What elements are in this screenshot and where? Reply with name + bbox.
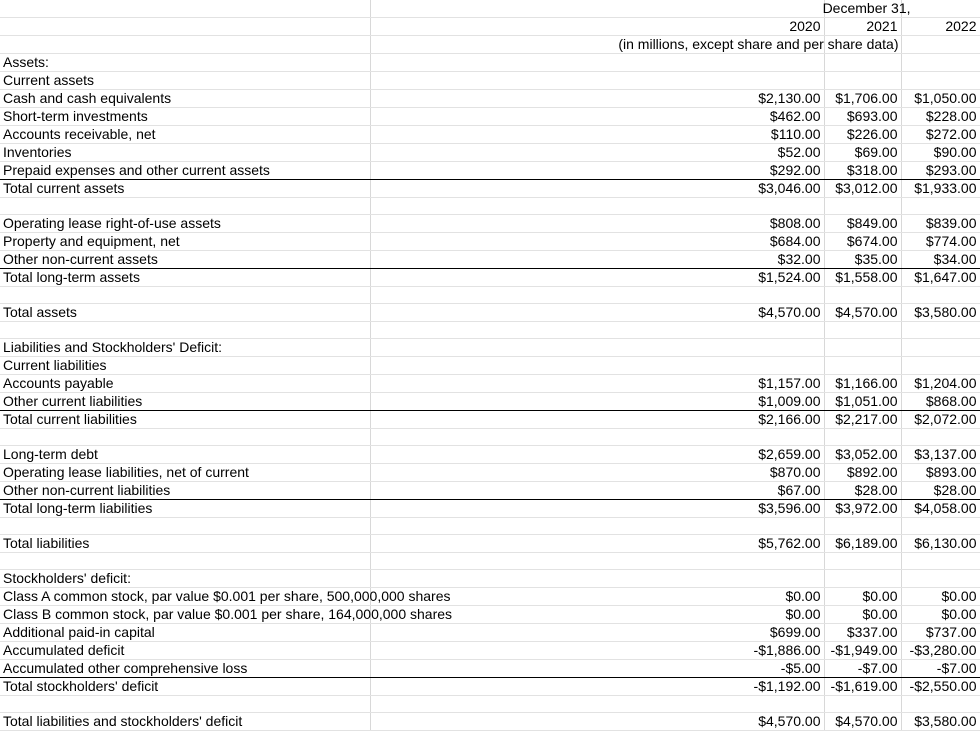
value-cell-2020[interactable]: $110.00: [370, 126, 824, 144]
row-label[interactable]: Total assets: [0, 304, 370, 322]
table-row: [0, 624, 980, 642]
row-label[interactable]: Additional paid-in capital: [0, 624, 370, 642]
row-label[interactable]: Total long-term liabilities: [0, 500, 370, 518]
row-label[interactable]: [0, 429, 370, 446]
row-label[interactable]: Long-term debt: [0, 446, 370, 464]
value-cell-2021[interactable]: [824, 198, 901, 215]
value-cell-2021[interactable]: [824, 429, 901, 446]
value-cell-2022[interactable]: $4,058.00: [901, 500, 980, 518]
row-label[interactable]: Prepaid expenses and other current assets: [0, 162, 370, 180]
value-cell-2022[interactable]: $34.00: [901, 251, 980, 269]
row-label[interactable]: Accumulated other comprehensive loss: [0, 660, 370, 678]
value-cell-2021[interactable]: $2,217.00: [824, 411, 901, 429]
row-label[interactable]: Total liabilities: [0, 535, 370, 553]
value-cell-2021[interactable]: [824, 570, 901, 588]
table-row: [0, 233, 980, 251]
value-cell-2020[interactable]: $462.00: [370, 108, 824, 126]
table-row: [0, 357, 980, 375]
value-cell-2022[interactable]: $3,580.00: [901, 713, 980, 731]
table-row: [0, 375, 980, 393]
value-cell-2020[interactable]: [370, 518, 824, 535]
row-label[interactable]: [0, 198, 370, 215]
table-row: [0, 500, 980, 518]
value-cell-2021[interactable]: $35.00: [824, 251, 901, 269]
value-cell-2022[interactable]: [901, 72, 980, 90]
table-row: [0, 72, 980, 90]
table-row: [0, 126, 980, 144]
value-cell-2020[interactable]: $684.00: [370, 233, 824, 251]
value-cell-2021[interactable]: -$1,949.00: [824, 642, 901, 660]
row-label[interactable]: Stockholders' deficit:: [0, 570, 370, 588]
table-row: [0, 322, 980, 339]
value-cell-2021[interactable]: [824, 72, 901, 90]
table-row: [0, 553, 980, 570]
value-cell-2022[interactable]: $6,130.00: [901, 535, 980, 553]
row-label[interactable]: Operating lease liabilities, net of current: [0, 464, 370, 482]
value-cell-2022[interactable]: $0.00: [901, 588, 980, 606]
row-label[interactable]: Property and equipment, net: [0, 233, 370, 251]
value-cell-2022[interactable]: $1,050.00: [901, 90, 980, 108]
value-cell-2021[interactable]: $1,558.00: [824, 269, 901, 287]
value-cell-2020[interactable]: [370, 570, 824, 588]
value-cell-2020[interactable]: $67.00: [370, 482, 824, 500]
row-label[interactable]: Total stockholders' deficit: [0, 678, 370, 696]
table-row: [0, 678, 980, 696]
header-row-units: [0, 36, 980, 54]
table-row: [0, 144, 980, 162]
table-row: [0, 339, 980, 357]
row-label[interactable]: Accounts payable: [0, 375, 370, 393]
row-label[interactable]: [0, 696, 370, 713]
value-cell-2020[interactable]: [370, 429, 824, 446]
value-cell-2022[interactable]: [901, 570, 980, 588]
value-cell-2021[interactable]: $0.00: [824, 606, 901, 624]
row-label[interactable]: Cash and cash equivalents: [0, 90, 370, 108]
row-label[interactable]: Current assets: [0, 72, 370, 90]
value-cell-2022[interactable]: $3,580.00: [901, 304, 980, 322]
value-cell-2021[interactable]: $3,012.00: [824, 180, 901, 198]
value-cell-2020[interactable]: $5,762.00: [370, 535, 824, 553]
value-cell-2021[interactable]: [824, 518, 901, 535]
table-row: [0, 588, 980, 606]
table-row: [0, 180, 980, 198]
table-row: [0, 215, 980, 233]
header-cell[interactable]: [0, 0, 370, 18]
header-row-years: [0, 18, 980, 36]
table-row: [0, 642, 980, 660]
table-row: [0, 304, 980, 322]
value-cell-2021[interactable]: $318.00: [824, 162, 901, 180]
value-cell-2022[interactable]: $293.00: [901, 162, 980, 180]
table-row: [0, 606, 980, 624]
value-cell-2021[interactable]: $4,570.00: [824, 713, 901, 731]
value-cell-2022[interactable]: $774.00: [901, 233, 980, 251]
value-cell-2020[interactable]: $2,130.00: [370, 90, 824, 108]
value-cell-2022[interactable]: [901, 322, 980, 339]
year-2020[interactable]: 2020: [370, 18, 824, 36]
row-label[interactable]: Class B common stock, par value $0.001 per share, 164,000,000 shares: [0, 606, 370, 624]
value-cell-2020[interactable]: $699.00: [370, 624, 824, 642]
value-cell-2022[interactable]: [901, 198, 980, 215]
table-row: [0, 482, 980, 500]
value-cell-2020[interactable]: -$1,192.00: [370, 678, 824, 696]
value-cell-2022[interactable]: -$2,550.00: [901, 678, 980, 696]
value-cell-2021[interactable]: [824, 357, 901, 375]
value-cell-2022[interactable]: [901, 696, 980, 713]
value-cell-2022[interactable]: [901, 339, 980, 357]
table-row: [0, 464, 980, 482]
value-cell-2022[interactable]: [901, 429, 980, 446]
value-cell-2022[interactable]: [901, 553, 980, 570]
table-row: [0, 429, 980, 446]
value-cell-2020[interactable]: [370, 72, 824, 90]
value-cell-2020[interactable]: $1,157.00: [370, 375, 824, 393]
value-cell-2022[interactable]: -$7.00: [901, 660, 980, 678]
value-cell-2021[interactable]: $69.00: [824, 144, 901, 162]
row-label[interactable]: Current liabilities: [0, 357, 370, 375]
value-cell-2021[interactable]: $4,570.00: [824, 304, 901, 322]
table-row: [0, 660, 980, 678]
row-label[interactable]: Other current liabilities: [0, 393, 370, 411]
value-cell-2022[interactable]: $0.00: [901, 606, 980, 624]
row-label[interactable]: [0, 518, 370, 535]
table-row: [0, 411, 980, 429]
value-cell-2021[interactable]: $3,972.00: [824, 500, 901, 518]
table-row: [0, 518, 980, 535]
value-cell-2020[interactable]: $2,659.00: [370, 446, 824, 464]
value-cell-2021[interactable]: $892.00: [824, 464, 901, 482]
value-cell-2021[interactable]: [824, 287, 901, 304]
value-cell-2022[interactable]: [901, 287, 980, 304]
row-label[interactable]: [0, 287, 370, 304]
value-cell-2020[interactable]: [370, 339, 824, 357]
table-row: [0, 535, 980, 553]
header-row-date: [0, 0, 980, 18]
value-cell-2020[interactable]: $870.00: [370, 464, 824, 482]
value-cell-2022[interactable]: [901, 357, 980, 375]
row-label[interactable]: Inventories: [0, 144, 370, 162]
year-2022[interactable]: 2022: [901, 18, 980, 36]
value-cell-2022[interactable]: $1,647.00: [901, 269, 980, 287]
value-cell-2021[interactable]: -$7.00: [824, 660, 901, 678]
row-label[interactable]: Total current assets: [0, 180, 370, 198]
value-cell-2021[interactable]: $849.00: [824, 215, 901, 233]
value-cell-2021[interactable]: [824, 339, 901, 357]
value-cell-2020[interactable]: [370, 287, 824, 304]
value-cell-2021[interactable]: $693.00: [824, 108, 901, 126]
value-cell-2021[interactable]: $674.00: [824, 233, 901, 251]
value-cell-2022[interactable]: -$3,280.00: [901, 642, 980, 660]
row-label[interactable]: Total current liabilities: [0, 411, 370, 429]
row-label[interactable]: [0, 322, 370, 339]
value-cell-2020[interactable]: [370, 322, 824, 339]
value-cell-2021[interactable]: $1,706.00: [824, 90, 901, 108]
value-cell-2022[interactable]: $228.00: [901, 108, 980, 126]
table-row: [0, 54, 980, 72]
table-row: [0, 198, 980, 215]
value-cell-2020[interactable]: $2,166.00: [370, 411, 824, 429]
value-cell-2021[interactable]: $1,051.00: [824, 393, 901, 411]
value-cell-2020[interactable]: -$1,886.00: [370, 642, 824, 660]
value-cell-2020[interactable]: -$5.00: [370, 660, 824, 678]
row-label[interactable]: Assets:: [0, 54, 370, 72]
row-label[interactable]: Accumulated deficit: [0, 642, 370, 660]
value-cell-2022[interactable]: $868.00: [901, 393, 980, 411]
table-row: [0, 251, 980, 269]
table-row: [0, 287, 980, 304]
value-cell-2020[interactable]: $1,009.00: [370, 393, 824, 411]
header-cell[interactable]: [0, 18, 370, 36]
row-label[interactable]: Total long-term assets: [0, 269, 370, 287]
value-cell-2020[interactable]: $0.00: [370, 588, 824, 606]
row-label[interactable]: [0, 553, 370, 570]
value-cell-2020[interactable]: $1,524.00: [370, 269, 824, 287]
row-label[interactable]: Other non-current liabilities: [0, 482, 370, 500]
value-cell-2020[interactable]: [370, 696, 824, 713]
value-cell-2022[interactable]: $272.00: [901, 126, 980, 144]
value-cell-2022[interactable]: $1,933.00: [901, 180, 980, 198]
row-label[interactable]: Accounts receivable, net: [0, 126, 370, 144]
value-cell-2020[interactable]: [370, 54, 824, 72]
value-cell-2020[interactable]: $0.00: [370, 606, 824, 624]
value-cell-2021[interactable]: [824, 553, 901, 570]
row-label[interactable]: Other non-current assets: [0, 251, 370, 269]
row-label[interactable]: Operating lease right-of-use assets: [0, 215, 370, 233]
value-cell-2020[interactable]: $3,046.00: [370, 180, 824, 198]
value-cell-2022[interactable]: $737.00: [901, 624, 980, 642]
row-label[interactable]: Class A common stock, par value $0.001 per share, 500,000,000 shares: [0, 588, 370, 606]
units-note[interactable]: (in millions, except share and per share data): [370, 36, 824, 54]
table-row: [0, 162, 980, 180]
value-cell-2020[interactable]: $52.00: [370, 144, 824, 162]
value-cell-2022[interactable]: [901, 54, 980, 72]
value-cell-2020[interactable]: [370, 553, 824, 570]
table-row: [0, 696, 980, 713]
value-cell-2020[interactable]: [370, 357, 824, 375]
table-row: [0, 269, 980, 287]
table-row: [0, 90, 980, 108]
value-cell-2022[interactable]: $3,137.00: [901, 446, 980, 464]
value-cell-2020[interactable]: $4,570.00: [370, 304, 824, 322]
value-cell-2021[interactable]: $337.00: [824, 624, 901, 642]
value-cell-2022[interactable]: $1,204.00: [901, 375, 980, 393]
header-cell[interactable]: [0, 36, 370, 54]
value-cell-2021[interactable]: $226.00: [824, 126, 901, 144]
value-cell-2022[interactable]: [901, 518, 980, 535]
header-date-label[interactable]: December 31,: [370, 0, 824, 18]
header-cell[interactable]: [901, 36, 980, 54]
value-cell-2020[interactable]: $808.00: [370, 215, 824, 233]
year-2021[interactable]: 2021: [824, 18, 901, 36]
table-row: [0, 570, 980, 588]
table-row: [0, 713, 980, 731]
value-cell-2022[interactable]: $839.00: [901, 215, 980, 233]
value-cell-2022[interactable]: $90.00: [901, 144, 980, 162]
value-cell-2021[interactable]: [824, 322, 901, 339]
value-cell-2022[interactable]: $893.00: [901, 464, 980, 482]
value-cell-2022[interactable]: $2,072.00: [901, 411, 980, 429]
table-row: [0, 446, 980, 464]
row-label[interactable]: Liabilities and Stockholders' Deficit:: [0, 339, 370, 357]
value-cell-2021[interactable]: [824, 696, 901, 713]
value-cell-2021[interactable]: $3,052.00: [824, 446, 901, 464]
value-cell-2021[interactable]: [824, 54, 901, 72]
value-cell-2020[interactable]: $292.00: [370, 162, 824, 180]
value-cell-2020[interactable]: $4,570.00: [370, 713, 824, 731]
table-row: [0, 108, 980, 126]
value-cell-2021[interactable]: $0.00: [824, 588, 901, 606]
value-cell-2021[interactable]: $6,189.00: [824, 535, 901, 553]
value-cell-2020[interactable]: $32.00: [370, 251, 824, 269]
value-cell-2020[interactable]: [370, 198, 824, 215]
value-cell-2021[interactable]: $1,166.00: [824, 375, 901, 393]
table-row: [0, 393, 980, 411]
row-label[interactable]: Short-term investments: [0, 108, 370, 126]
value-cell-2022[interactable]: $28.00: [901, 482, 980, 500]
row-label[interactable]: Total liabilities and stockholders' deficit: [0, 713, 370, 731]
value-cell-2021[interactable]: -$1,619.00: [824, 678, 901, 696]
value-cell-2020[interactable]: $3,596.00: [370, 500, 824, 518]
value-cell-2021[interactable]: $28.00: [824, 482, 901, 500]
header-cell[interactable]: [901, 0, 980, 18]
